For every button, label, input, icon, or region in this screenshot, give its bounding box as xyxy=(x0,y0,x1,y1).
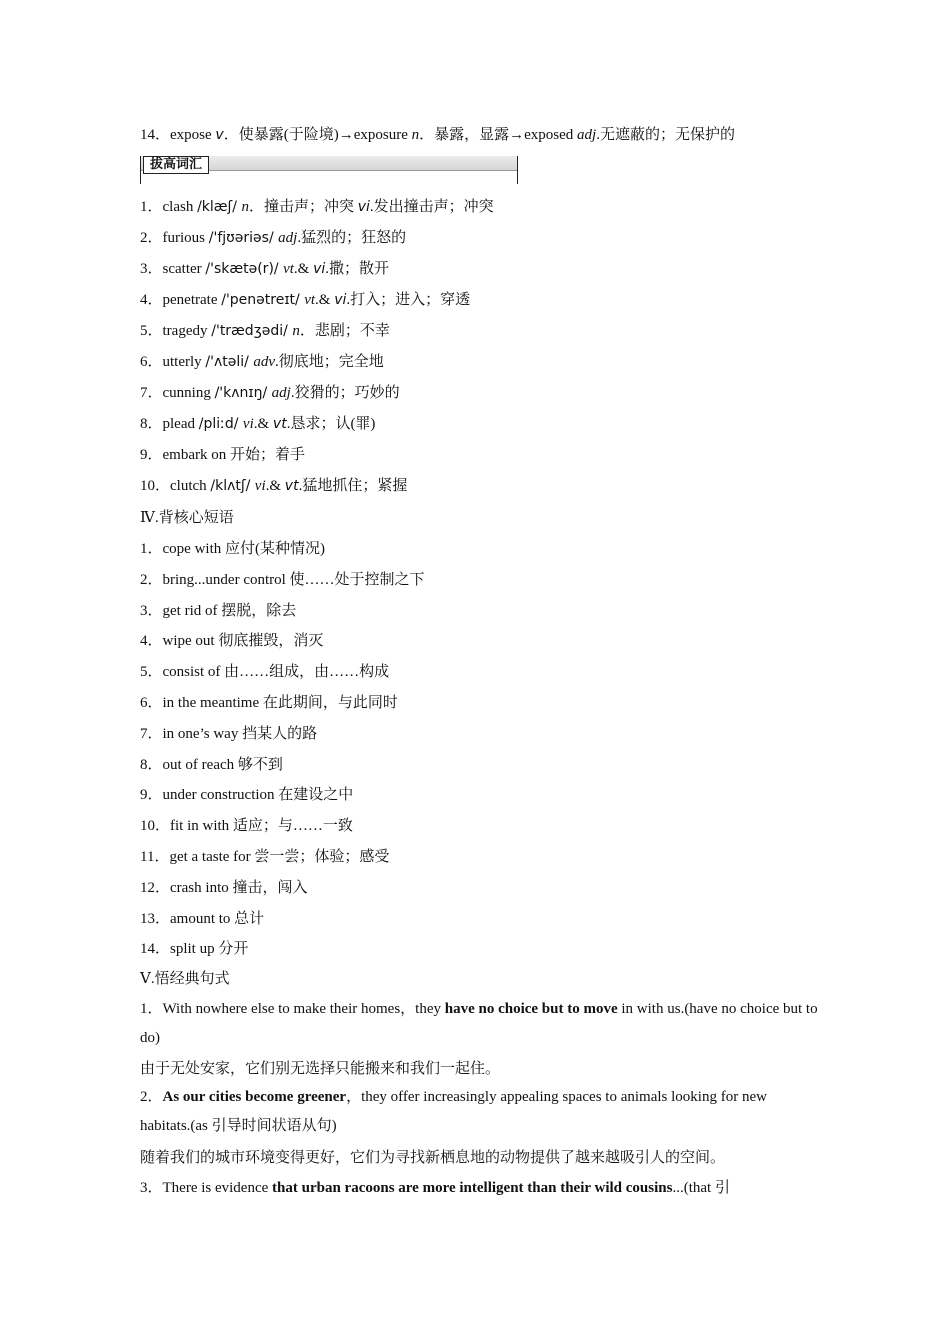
vocab-pos: vt xyxy=(283,261,294,277)
phrase-item: 7．in one’s way 挡某人的路 xyxy=(140,725,318,742)
sentence-2: 2．As our cities become greener，they offer increasingly appealing spaces to animals looking for new habitats.(as 引导时间状语从句) xyxy=(140,1089,767,1134)
vocab-ipa: /'kʌnɪŋ/ xyxy=(214,385,272,401)
vocab-word: scatter xyxy=(162,261,206,277)
vocab-pos2: vi xyxy=(334,292,347,308)
phrase-item: 4．wipe out 彻底摧毁，消灭 xyxy=(140,633,324,650)
vocab-pos: n xyxy=(241,199,249,215)
phrase-item: 11．get a taste for 尝一尝；体验；感受 xyxy=(140,849,390,865)
vocab-num: 10． xyxy=(140,478,171,494)
phrase-item: 14．split up 分开 xyxy=(140,941,249,958)
vocab-def: .狡猾的；巧妙的 xyxy=(290,385,400,401)
vocab-pos: n xyxy=(292,323,300,339)
phrase-item: 8．out of reach 够不到 xyxy=(140,756,283,773)
phrase-item: 9．under construction 在建设之中 xyxy=(140,787,354,804)
vocab-pos: vi xyxy=(242,416,254,432)
vocab-def2: .撒；散开 xyxy=(325,261,390,277)
vocab-word: clutch xyxy=(170,478,211,494)
vocab-item-expose: 14．expose v．使暴露(于险境)→exposure n．暴露，显露→exposed adj.无遮蔽的；无保护的 xyxy=(140,127,735,143)
phrase-item: 5．consist of 由……组成，由……构成 xyxy=(140,664,390,681)
vocab-item xyxy=(140,352,820,372)
vocab-def2: .猛地抓住；紧握 xyxy=(298,478,408,494)
vocab-item xyxy=(140,383,820,403)
phrase-item: 2．bring...under control 使……处于控制之下 xyxy=(140,571,425,588)
vocab-num: 3． xyxy=(140,261,163,277)
vocab-num: 6． xyxy=(140,354,163,370)
vocab-word: cunning xyxy=(162,385,215,401)
vocab-item xyxy=(140,476,820,496)
vocab-word: embark on 开始；着手 xyxy=(162,447,305,463)
vocab-pos: vt xyxy=(304,292,316,308)
vocab-word: plead xyxy=(162,416,199,432)
vocab-item xyxy=(140,414,820,434)
sentence-1-translation: 由于无处安家，它们别无选择只能搬来和我们一起住。 xyxy=(140,1061,501,1077)
vocab-def: .猛烈的；狂怒的 xyxy=(297,230,407,246)
vocab-def: .& xyxy=(253,416,273,432)
vocab-item xyxy=(140,445,820,465)
phrase-item: 13．amount to 总计 xyxy=(140,910,265,927)
vocab-word: penetrate xyxy=(162,292,222,308)
vocab-word: clash xyxy=(162,199,198,215)
vocab-num: 7． xyxy=(140,385,163,401)
section-box xyxy=(140,156,518,184)
vocab-pos2: vi xyxy=(313,261,326,277)
phrase-item: 12．crash into 撞击，闯入 xyxy=(140,879,308,896)
phrase-item: 3．get rid of 摆脱，除去 xyxy=(140,602,297,619)
vocab-num: 4． xyxy=(140,292,163,308)
vocab-pos: adv xyxy=(253,354,275,370)
vocab-def2: .恳求；认(罪) xyxy=(286,416,376,432)
vocab-ipa: /pliːd/ xyxy=(198,416,243,432)
vocab-ipa: /'ʌtəli/ xyxy=(205,354,254,370)
vocab-ipa: /'skætə(r)/ xyxy=(205,261,284,277)
vocab-item xyxy=(140,197,820,217)
phrase-item: 1．cope with 应付(某种情况) xyxy=(140,541,325,557)
section-5-title: Ⅴ.悟经典句式 xyxy=(140,971,230,987)
sentence-3: 3．There is evidence that urban racoons are more intelligent than their wild cousins...(that 引 xyxy=(140,1180,730,1196)
vocab-pos2: vi xyxy=(357,199,370,215)
vocab-ipa: /klʌtʃ/ xyxy=(210,478,255,494)
vocab-ipa: /klæʃ/ xyxy=(197,199,242,215)
vocab-def: .& xyxy=(293,261,314,277)
vocab-num: 8． xyxy=(140,416,163,432)
vocab-def: ．悲剧；不幸 xyxy=(299,323,390,339)
vocab-word: tragedy xyxy=(162,323,212,339)
vocab-pos: vi xyxy=(254,478,266,494)
vocab-num: 2． xyxy=(140,230,163,246)
vocab-def: .彻底地；完全地 xyxy=(275,354,384,370)
vocab-ipa: /'trædʒədi/ xyxy=(211,323,293,339)
phrase-item: 6．in the meantime 在此期间，与此同时 xyxy=(140,695,398,711)
vocab-item xyxy=(140,290,820,310)
vocab-pos: adj xyxy=(278,230,298,246)
sentence-2-translation: 随着我们的城市环境变得更好，它们为寻找新栖息地的动物提供了越来越吸引人的空间。 xyxy=(140,1150,726,1166)
section-box-title: 拔高词汇 xyxy=(143,156,209,174)
vocab-item xyxy=(140,259,820,279)
vocab-word: utterly xyxy=(162,354,206,370)
vocab-ipa: /'fjʊəriəs/ xyxy=(208,230,279,246)
vocab-num: 5． xyxy=(140,323,163,339)
vocab-pos2: vt xyxy=(284,478,299,494)
vocab-word: furious xyxy=(162,230,209,246)
vocab-item xyxy=(140,228,820,248)
vocab-item xyxy=(140,321,820,341)
section-4-title: Ⅳ.背核心短语 xyxy=(140,510,234,526)
vocab-pos: adj xyxy=(271,385,291,401)
vocab-num: 1． xyxy=(140,199,163,215)
vocab-def: ．撞击声；冲突 xyxy=(248,199,358,215)
vocab-ipa: /'penətreɪt/ xyxy=(221,292,305,308)
vocab-def2: .打入；进入；穿透 xyxy=(346,292,471,308)
phrase-item: 10．fit in with 适应；与……一致 xyxy=(140,818,353,835)
vocab-def: .& xyxy=(265,478,285,494)
vocab-def2: .发出撞击声；冲突 xyxy=(369,199,494,215)
vocab-num: 9． xyxy=(140,447,163,463)
vocab-pos2: vt xyxy=(272,416,287,432)
sentence-1: 1．With nowhere else to make their homes，they have no choice but to move in with us.(have no choice but to do) xyxy=(140,1001,818,1046)
vocab-def: .& xyxy=(315,292,335,308)
